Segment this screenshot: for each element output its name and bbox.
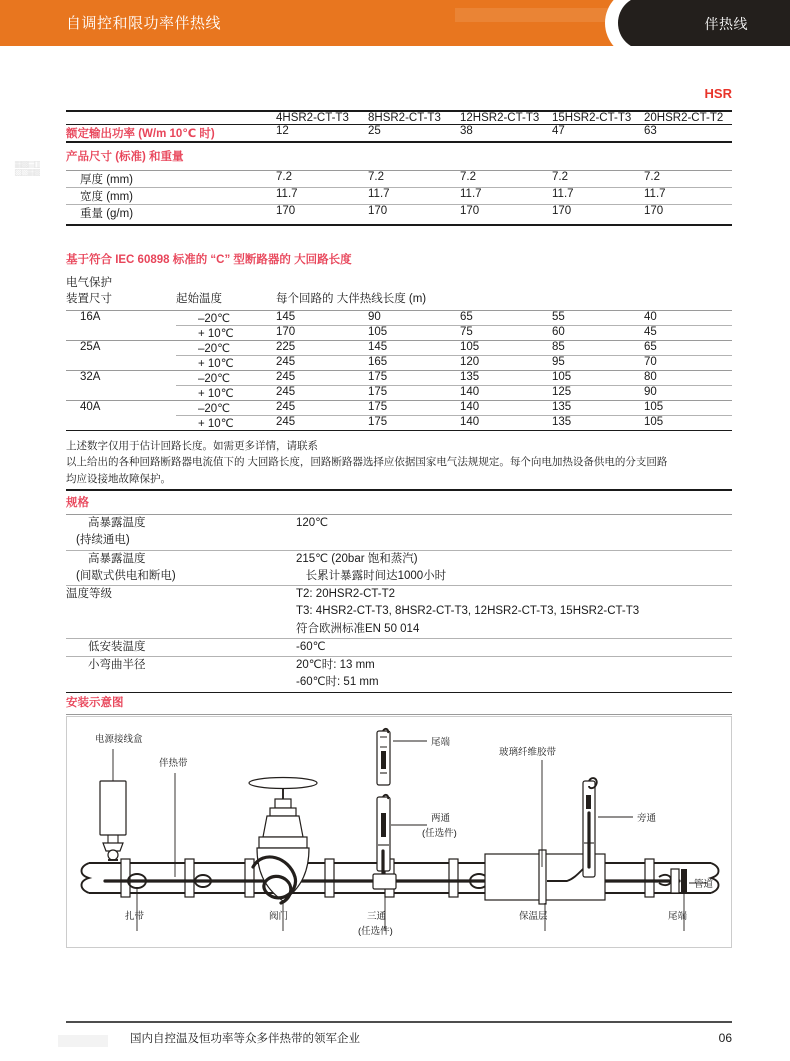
label-heat-tape: 伴热带 <box>159 758 188 769</box>
spec-value-intermittent-line1: 215℃ (20bar 饱和蒸汽) <box>296 552 418 565</box>
label-insulation: 保温层 <box>519 911 548 922</box>
table-row-25a-high <box>66 356 732 370</box>
len-40a-high-4: 105 <box>644 416 664 428</box>
len-32a-high-4: 90 <box>644 386 657 398</box>
len-40a-low-0: 245 <box>276 401 296 413</box>
temp-40a-high: + 10℃ <box>198 418 234 430</box>
table-row-thickness <box>66 171 732 187</box>
device-16a-cont <box>66 326 176 340</box>
len-32a-high-2: 140 <box>460 386 480 398</box>
table-row-40a-low <box>66 401 732 415</box>
spec-value-min-install-temp: -60℃ <box>296 640 326 653</box>
width-value-3: 11.7 <box>552 188 574 200</box>
spec-label-intermittent-line1: 高暴露温度 <box>88 552 146 565</box>
model-spec-table <box>66 112 732 124</box>
spec-label-intermittent <box>66 551 296 586</box>
label-pipe: 管道 <box>694 879 714 890</box>
spec-value-temp-class-en: 符合欧洲标准EN 50 014 <box>296 622 420 635</box>
circuit-start-temp-header: 起始温度 <box>176 293 222 305</box>
circuit-note-line1: 上述数字仅用于估计回路长度。如需更多详情，请联系 <box>66 440 318 452</box>
circuit-note-line2: 以上给出的各种回路断路器电流值下的 大回路长度，回路断路器选择应依据国家电气法规规定。每个向电加热设备供电的分支回路 <box>66 456 668 469</box>
label-tee-1: 三通 <box>367 911 387 922</box>
len-40a-low-2: 140 <box>460 401 480 413</box>
weight-value-2: 170 <box>460 205 480 217</box>
device-25a: 25A <box>80 341 101 353</box>
table-row-25a-low <box>66 341 732 355</box>
dimensions-table <box>66 143 732 170</box>
temp-16a-low: –20℃ <box>198 313 231 325</box>
diagram-leaders <box>113 741 707 931</box>
model-header-4: 20HSR2-CT-T2 <box>644 112 724 124</box>
len-32a-low-0: 245 <box>276 371 296 383</box>
circuit-device-header-line2: 装置尺寸 <box>66 293 112 305</box>
table-row-32a-low <box>66 371 732 385</box>
circuit-span-header: 每个回路的 大伴热线长度 (m) <box>276 293 427 305</box>
temp-32a-high: + 10℃ <box>198 388 234 400</box>
len-40a-high-0: 245 <box>276 416 296 428</box>
diagram-labels <box>95 733 714 937</box>
len-40a-low-3: 135 <box>552 401 572 413</box>
spec-section-label: 规格 <box>66 497 89 509</box>
divider-below-spec <box>66 692 732 693</box>
spec-label-continuous-line1: 高暴露温度 <box>88 517 146 529</box>
label-tee-2: (任选件) <box>358 926 393 937</box>
label-two-way-2: (任选件) <box>422 828 457 839</box>
spec-value-temp-class-t2: T2: 20HSR2-CT-T2 <box>296 588 396 600</box>
device-32a: 32A <box>80 371 101 383</box>
label-end-seal-right: 尾端 <box>668 911 688 922</box>
rated-power-value-2: 38 <box>460 125 473 137</box>
model-header-1: 8HSR2-CT-T3 <box>368 112 441 124</box>
table-row-spec-bend-radius <box>66 657 732 692</box>
table-row-16a-high <box>66 326 732 340</box>
two-way-fitting <box>367 795 403 889</box>
len-25a-high-0: 245 <box>276 356 296 368</box>
len-32a-high-1: 175 <box>368 386 388 398</box>
spec-label-continuous <box>66 515 296 550</box>
weight-value-3: 170 <box>552 205 572 217</box>
len-16a-low-3: 55 <box>552 311 565 323</box>
thickness-value-0: 7.2 <box>276 171 292 183</box>
valve-assembly <box>249 778 317 904</box>
page-footer <box>66 1021 732 1046</box>
thickness-value-3: 7.2 <box>552 171 568 183</box>
model-header-3: 15HSR2-CT-T3 <box>552 112 632 124</box>
thickness-value-4: 7.2 <box>644 171 660 183</box>
spec-value-bend-radius-line2: -60℃时: 51 mm <box>296 676 379 689</box>
dimensions-rows-table <box>66 171 732 221</box>
spec-value-bend-radius-line1: 20℃时: 13 mm <box>296 659 375 671</box>
weight-value-0: 170 <box>276 205 296 217</box>
end-seal-top <box>377 729 390 785</box>
specifications-table <box>66 515 732 692</box>
thickness-value-2: 7.2 <box>460 171 476 183</box>
weight-value-4: 170 <box>644 205 664 217</box>
len-32a-low-3: 105 <box>552 371 572 383</box>
len-16a-high-1: 105 <box>368 326 388 338</box>
table-row-weight <box>66 205 732 221</box>
weight-label: 重量 (g/m) <box>80 208 134 220</box>
label-glass-tape: 玻璃纤维胶带 <box>499 747 557 758</box>
len-40a-high-3: 135 <box>552 416 572 428</box>
header-tab <box>590 0 790 46</box>
circuit-device-header-line1: 电气保护 <box>66 277 112 289</box>
thickness-label: 厚度 (mm) <box>80 174 134 186</box>
spec-label-continuous-line2: (持续通电) <box>76 534 130 547</box>
len-16a-high-4: 45 <box>644 326 657 338</box>
temp-25a-high: + 10℃ <box>198 358 234 370</box>
table-row-spec-intermittent <box>66 551 732 586</box>
table-row-rated-power <box>66 125 732 141</box>
margin-watermark: ▦▩▤▥▨▧▦▩ <box>14 160 40 177</box>
circuit-length-table <box>66 272 732 430</box>
len-40a-high-2: 140 <box>460 416 480 428</box>
width-label: 宽度 (mm) <box>80 191 134 203</box>
thickness-value-1: 7.2 <box>368 171 384 183</box>
brand-label: HSR <box>704 86 732 101</box>
temp-40a-low: –20℃ <box>198 403 231 415</box>
spec-value-continuous-line1: 120℃ <box>296 517 329 529</box>
len-25a-low-2: 105 <box>460 341 480 353</box>
rated-power-value-3: 47 <box>552 125 565 137</box>
diagram-section-label: 安装示意图 <box>66 697 124 709</box>
divider-below-diagram-heading <box>66 714 732 715</box>
temp-32a-low: –20℃ <box>198 373 231 385</box>
len-25a-low-1: 145 <box>368 341 388 353</box>
label-power-box: 电源接线盒 <box>95 734 143 745</box>
spec-value-temp-class-t3: T3: 4HSR2-CT-T3, 8HSR2-CT-T3, 12HSR2-CT-T3, 15HSR2-CT-T3 <box>296 605 640 618</box>
spec-label-bend-radius: 小弯曲半径 <box>88 659 146 671</box>
len-25a-high-2: 120 <box>460 356 480 368</box>
circuit-notes <box>66 431 732 487</box>
spec-value-intermittent-line2: 长累计暴露时间达1000小时 <box>296 569 447 582</box>
device-16a: 16A <box>80 311 101 323</box>
table-row-width <box>66 188 732 204</box>
spec-label-intermittent-line2: (间歇式供电和断电) <box>76 569 176 582</box>
table-row-dimensions-heading <box>66 143 732 170</box>
table-row-spec-temp-class <box>66 586 732 638</box>
len-16a-high-2: 75 <box>460 326 473 338</box>
table-row-40a-high <box>66 416 732 430</box>
footer-tagline: 国内自控温及恒功率等众多伴热带的领军企业 <box>130 1033 360 1045</box>
page-title: 自调控和限功率伴热线 <box>66 15 222 32</box>
table-row-spec-min-install-temp <box>66 639 732 656</box>
table-row-16a-low <box>66 311 732 325</box>
len-32a-high-0: 245 <box>276 386 296 398</box>
circuit-note-line3: 均应设接地故障保护。 <box>66 472 171 485</box>
len-16a-low-0: 145 <box>276 311 296 323</box>
weight-value-1: 170 <box>368 205 388 217</box>
table-row-circuit-header <box>66 272 732 310</box>
len-25a-low-3: 85 <box>552 341 565 353</box>
table-row-models <box>66 112 732 124</box>
rated-power-value-1: 25 <box>368 125 381 137</box>
width-value-1: 11.7 <box>368 188 390 200</box>
table-row-32a-high <box>66 386 732 400</box>
device-40a: 40A <box>80 401 101 413</box>
rated-power-table <box>66 125 732 141</box>
len-40a-low-1: 175 <box>368 401 388 413</box>
len-25a-high-4: 70 <box>644 356 657 368</box>
temp-16a-high: + 10℃ <box>198 328 234 340</box>
installation-diagram-svg <box>67 717 731 947</box>
label-end-seal-top: 尾端 <box>431 737 451 748</box>
label-bypass: 旁通 <box>637 813 657 824</box>
spec-value-continuous <box>296 515 732 550</box>
len-25a-high-3: 95 <box>552 356 565 368</box>
width-value-0: 11.7 <box>276 188 298 200</box>
rated-power-value-4: 63 <box>644 125 657 137</box>
models-blank-cell <box>66 112 276 124</box>
rated-power-value-0: 12 <box>276 125 289 137</box>
circuit-device-header <box>66 272 176 310</box>
page-number: 06 <box>718 1031 732 1045</box>
spec-value-intermittent <box>296 551 732 586</box>
pipe-body <box>82 863 719 893</box>
model-header-0: 4HSR2-CT-T3 <box>276 112 349 124</box>
len-32a-low-2: 135 <box>460 371 480 383</box>
device-32a-cont <box>66 386 176 400</box>
page-header <box>0 0 790 46</box>
width-value-4: 11.7 <box>644 188 666 200</box>
len-25a-high-1: 165 <box>368 356 388 368</box>
label-two-way-1: 两通 <box>431 813 451 824</box>
len-25a-low-4: 65 <box>644 341 657 353</box>
table-row-spec-continuous <box>66 515 732 550</box>
len-16a-low-4: 40 <box>644 311 657 323</box>
len-32a-low-4: 80 <box>644 371 657 383</box>
spec-value-temp-class <box>296 586 732 638</box>
spec-label-temp-class: 温度等级 <box>66 588 112 600</box>
rated-power-label: 额定输出功率 (W/m 10℃ 时) <box>66 128 215 140</box>
dimensions-section-label: 产品尺寸 (标准) 和重量 <box>66 151 184 163</box>
label-cable-tie: 扎带 <box>125 911 145 922</box>
circuit-section-label: 基于符合 IEC 60898 标准的 “C” 型断路器的 大回路长度 <box>66 254 352 266</box>
model-header-2: 12HSR2-CT-T3 <box>460 112 540 124</box>
len-40a-high-1: 175 <box>368 416 388 428</box>
temp-25a-low: –20℃ <box>198 343 231 355</box>
installation-diagram <box>66 716 732 948</box>
spec-value-bend-radius <box>296 657 732 692</box>
width-value-2: 11.7 <box>460 188 482 200</box>
spec-label-min-install-temp: 低安装温度 <box>88 640 146 653</box>
power-junction-box <box>100 781 126 860</box>
device-40a-cont <box>66 416 176 430</box>
len-16a-high-3: 60 <box>552 326 565 338</box>
device-25a-cont <box>66 356 176 370</box>
len-32a-low-1: 175 <box>368 371 388 383</box>
len-32a-high-3: 125 <box>552 386 572 398</box>
header-tab-label: 伴热线 <box>704 16 748 32</box>
len-16a-low-2: 65 <box>460 311 473 323</box>
len-16a-high-0: 170 <box>276 326 296 338</box>
len-16a-low-1: 90 <box>368 311 381 323</box>
divider-above-circuit <box>66 224 732 226</box>
len-25a-low-0: 225 <box>276 341 296 353</box>
len-40a-low-4: 105 <box>644 401 664 413</box>
label-valve: 阀门 <box>269 911 289 922</box>
